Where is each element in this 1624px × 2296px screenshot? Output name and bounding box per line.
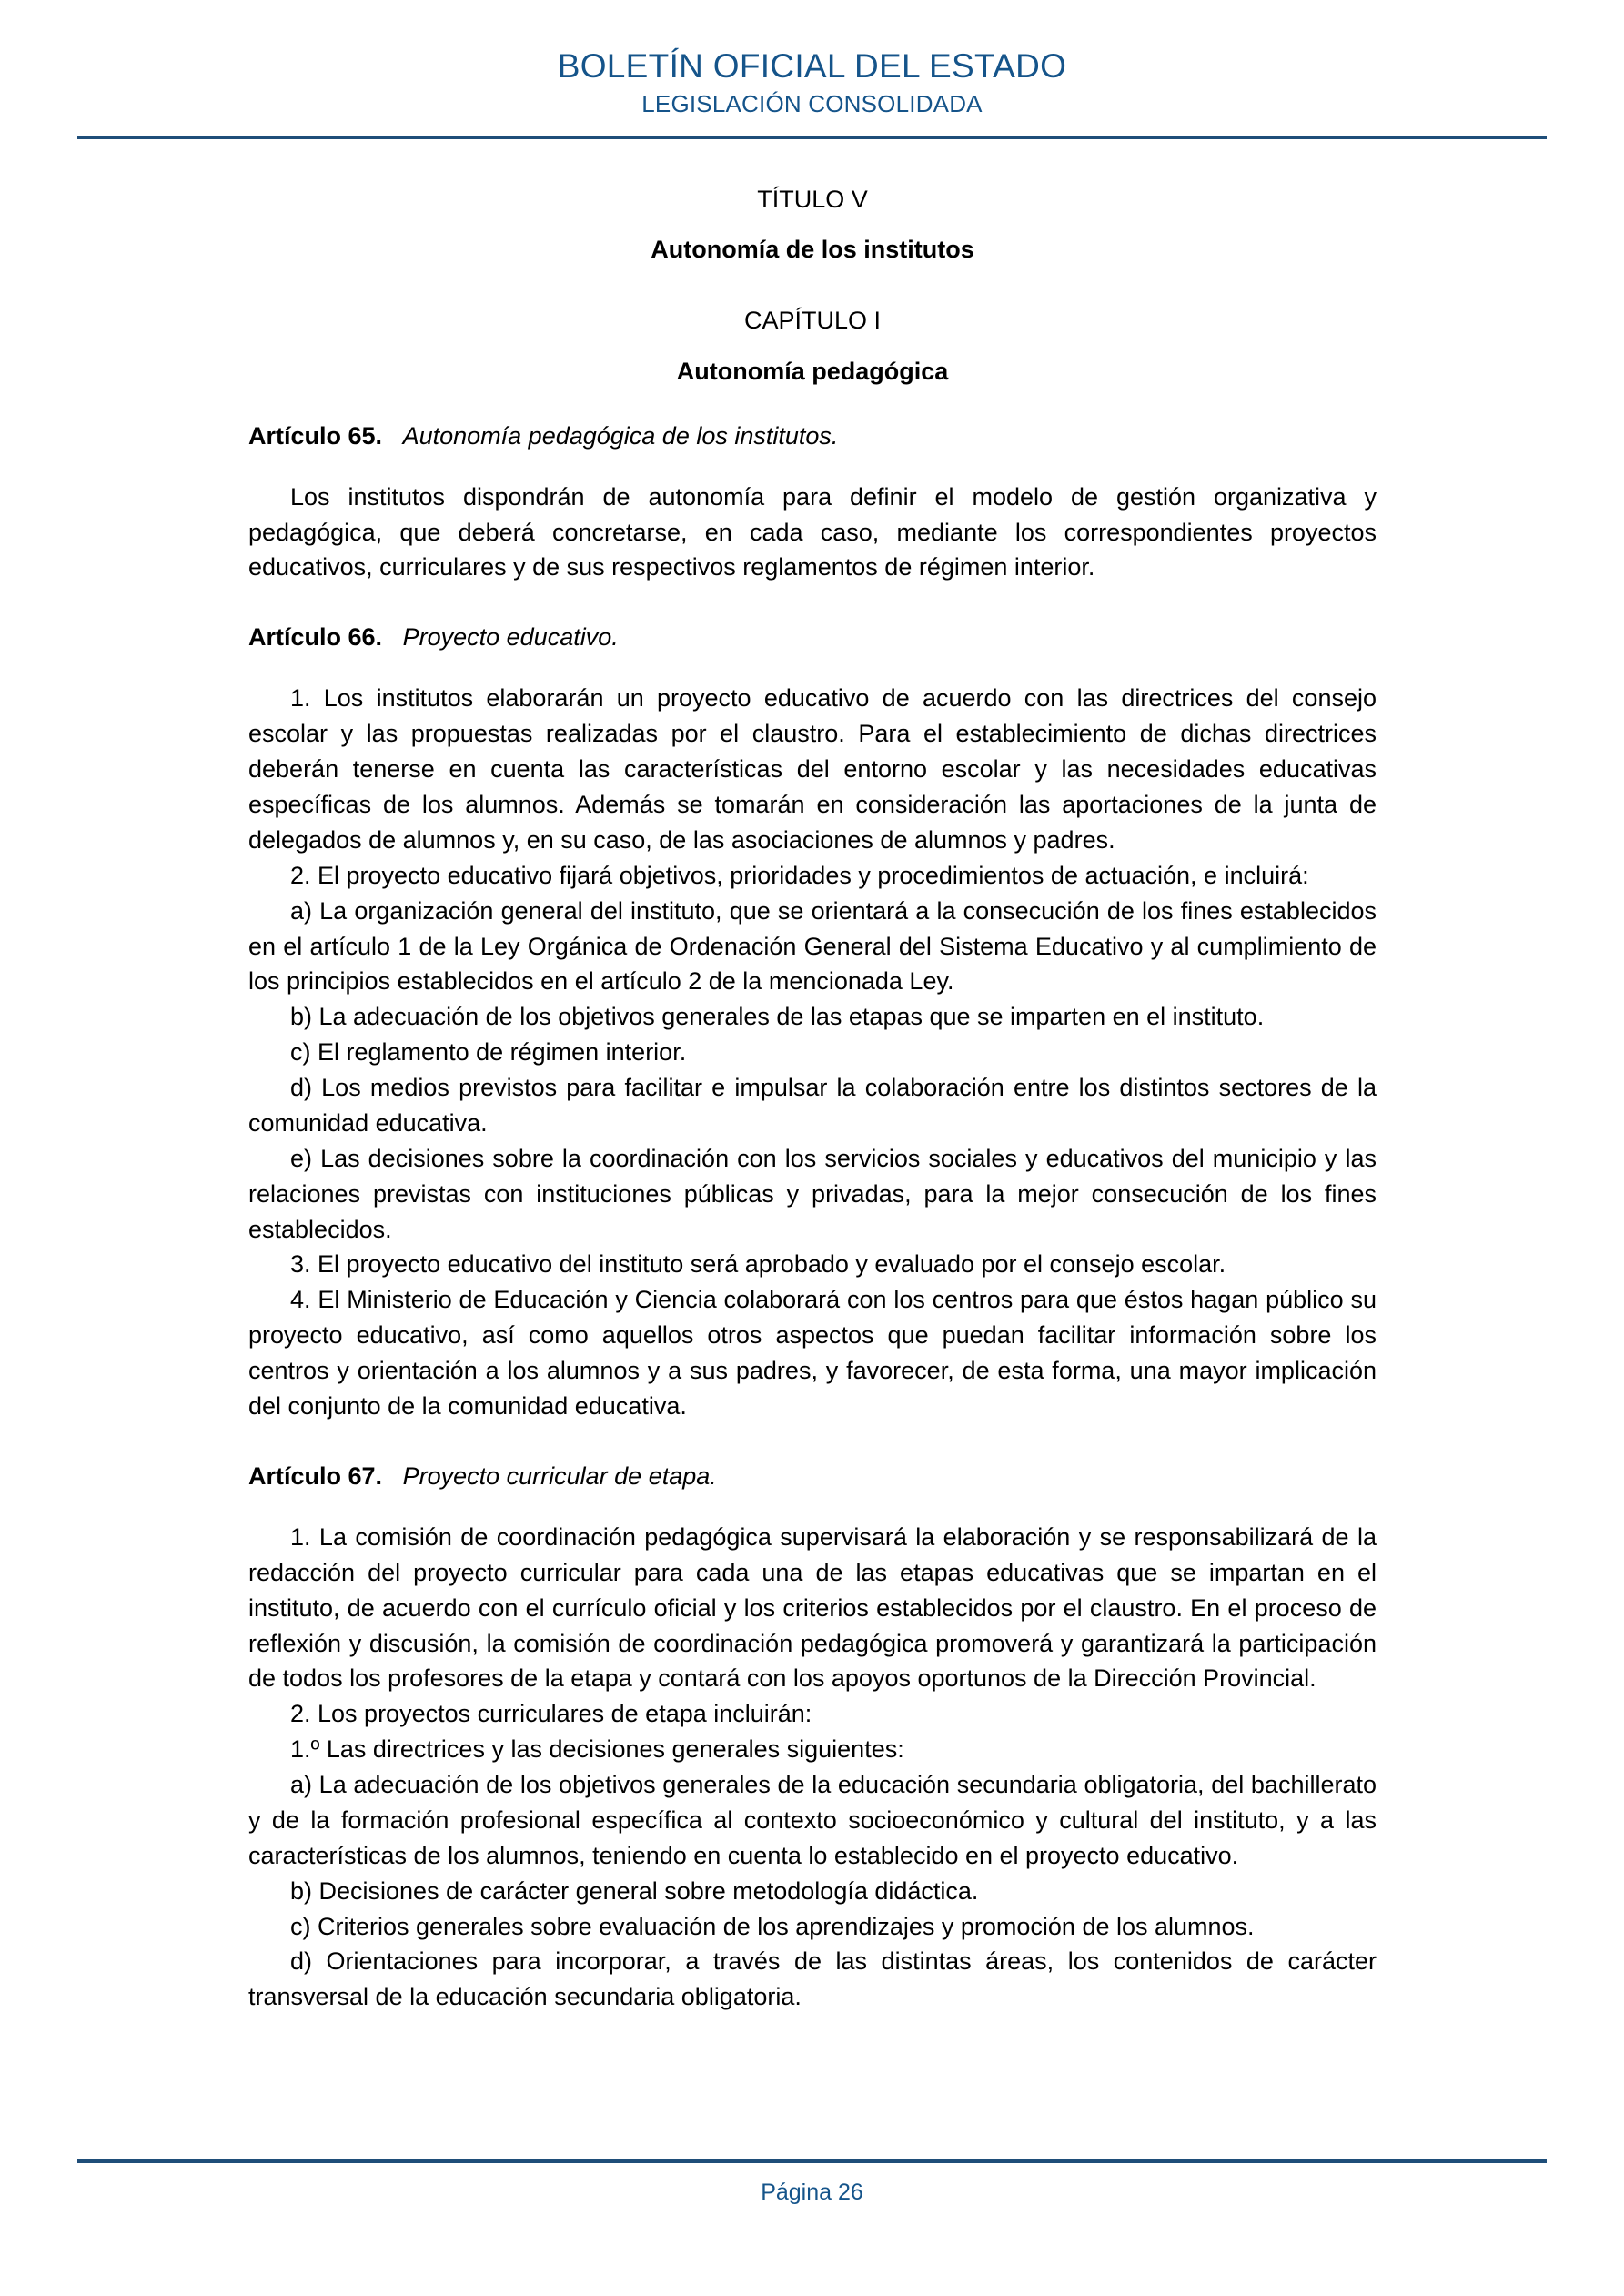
article-paragraph: a) La organización general del instituto, que se orientará a la consecución de los fines establecidos en el artículo 1 de la Ley Orgánica de Ordenación General del Sistema Educativo y al cumplimiento de los principios establecidos en el artículo 2 de la mencionada Ley. — [248, 896, 1377, 996]
article-number: Artículo 65. — [248, 421, 383, 450]
document-header — [0, 0, 1624, 119]
article-paragraph: 1. La comisión de coordinación pedagógica supervisará la elaboración y se responsabilizará de la redacción del proyecto curricular para cada una de las etapas educativas que se impartan en el instituto, de acuerdo con el currículo oficial y los criterios establecidos por el claustro. En el proceso de reflexión y discusión, la comisión de coordinación pedagógica promoverá y garantizará la participación de todos los profesores de la etapa y contará con los apoyos oportunos de la Dirección Provincial. — [248, 1522, 1377, 1693]
article-paragraph: 1. Los institutos elaborarán un proyecto educativo de acuerdo con las directrices del consejo escolar y las propuestas realizadas por el claustro. Para el establecimiento de dichas directrices deberán tenerse en cuenta las características del entorno escolar y las necesidades educativas específicas de los alumnos. Además se tomarán en consideración las aportaciones de la junta de delegados de alumnos y, en su caso, de las asociaciones de alumnos y padres. — [248, 684, 1377, 854]
capitulo-label: CAPÍTULO I — [743, 307, 882, 335]
article-number: Artículo 66. — [248, 623, 383, 652]
boe-subtitle: LEGISLACIÓN CONSOLIDADA — [641, 90, 983, 118]
article-paragraph: d) Los medios previstos para facilitar e impulsar la colaboración entre los distintos sectores de la comunidad educativa. — [248, 1074, 1377, 1137]
article-paragraph: d) Orientaciones para incorporar, a través de las distintas áreas, los contenidos de carácter transversal de la educación secundaria obligatoria. — [248, 1947, 1377, 2011]
document-body — [248, 139, 1377, 2016]
article-title: Proyecto curricular de etapa. — [402, 1462, 717, 1490]
titulo-name: Autonomía de los institutos — [651, 236, 974, 264]
article-paragraph: 2. Los proyectos curriculares de etapa incluirán: — [290, 1700, 812, 1728]
article-paragraph: 4. El Ministerio de Educación y Ciencia colaborará con los centros para que éstos hagan público su proyecto educativo, así como aquellos otros aspectos que puedan facilitar información sobre los centros y orientación a los alumnos y a sus padres, y favorecer, de esta forma, una mayor implicación del conjunto de la comunidad educativa. — [248, 1286, 1377, 1420]
page-number: Página 26 — [761, 2180, 863, 2205]
article-number: Artículo 67. — [248, 1462, 383, 1490]
footer-rule — [77, 2159, 1547, 2163]
article-paragraph: b) Decisiones de carácter general sobre metodología didáctica. — [290, 1876, 979, 1905]
boe-title: BOLETÍN OFICIAL DEL ESTADO — [557, 47, 1067, 85]
article-heading — [248, 622, 1377, 653]
article-paragraph: c) El reglamento de régimen interior. — [290, 1038, 687, 1067]
article-paragraph: a) La adecuación de los objetivos generales de la educación secundaria obligatoria, del bachillerato y de la formación profesional específica al contexto socioeconómico y cultural del instituto, y a las características de los alumnos, teniendo en cuenta lo establecido en el proyecto educativo. — [248, 1771, 1377, 1869]
titulo-label: TÍTULO V — [757, 185, 868, 213]
article-paragraph: Los institutos dispondrán de autonomía para definir el modelo de gestión organizativa y pedagógica, que deberá concretarse, en cada caso, mediante los correspondientes proyectos educativos, curriculares y de sus respectivos reglamentos de régimen interior. — [248, 482, 1377, 582]
article-title: Proyecto educativo. — [402, 623, 619, 652]
article-paragraph: 2. El proyecto educativo fijará objetivos, prioridades y procedimientos de actuación, e incluirá: — [290, 861, 1309, 889]
article-paragraph: e) Las decisiones sobre la coordinación con los servicios sociales y educativos del municipio y las relaciones previstas con instituciones públicas y privadas, para la mejor consecución de los fines establecidos. — [248, 1144, 1377, 1243]
article-heading — [248, 420, 1377, 452]
article-heading — [248, 1461, 1377, 1492]
document-footer — [0, 2159, 1624, 2296]
article-paragraph: c) Criterios generales sobre evaluación de los aprendizajes y promoción de los alumnos. — [290, 1912, 1255, 1940]
article-paragraph: 3. El proyecto educativo del instituto será aprobado y evaluado por el consejo escolar. — [290, 1250, 1226, 1279]
capitulo-name: Autonomía pedagógica — [676, 357, 949, 385]
article-title: Autonomía pedagógica de los institutos. — [402, 421, 839, 450]
article-paragraph: 1.º Las directrices y las decisiones generales siguientes: — [290, 1735, 904, 1764]
article-paragraph: b) La adecuación de los objetivos generales de las etapas que se imparten en el instituto. — [290, 1003, 1265, 1031]
